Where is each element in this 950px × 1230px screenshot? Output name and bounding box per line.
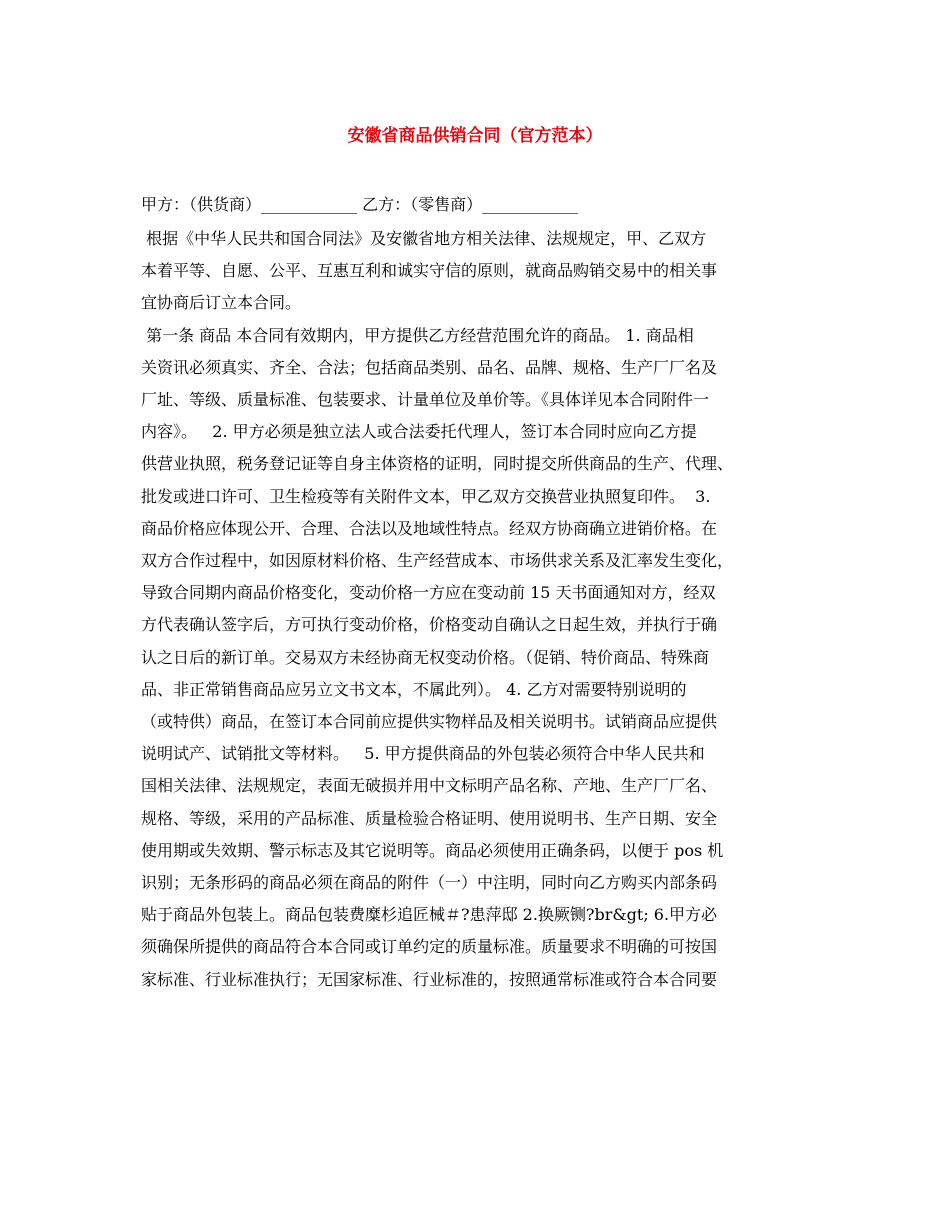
body-line: 根据《中华人民共和国合同法》及安徽省地方相关法律、法规规定，甲、乙双方 [141,229,707,248]
body-line: 厂址、等级、质量标准、包装要求、计量单位及单价等。《具体详见本合同附件一 [141,390,710,409]
body-line: 国相关法律、法规规定，表面无破损并用中文标明产品名称、产地、生产厂厂名、 [141,776,718,795]
body-line: 识别；无条形码的商品必须在商品的附件（一）中注明，同时向乙方购买内部条码 [141,873,718,892]
body-line: 贴于商品外包装上。商品包装费糜杉追匠械＃?患萍邸 2.换厥铡?br&gt; 6.甲方必 [141,905,718,924]
body-line: 方代表确认签字后，方可执行变动价格，价格变动自确认之日起生效，并执行于确 [141,615,718,634]
body-line: （或特供）商品，在签订本合同前应提供实物样品及相关说明书。试销商品应提供 [141,712,718,731]
body-line: 说明试产、试销批文等材料。 5. 甲方提供商品的外包装必须符合中华人民共和 [141,744,705,763]
document-title: 安徽省商品供销合同（官方范本） [347,126,603,146]
body-line: 双方合作过程中，如因原材料价格、生产经营成本、市场供求关系及汇率发生变化， [141,551,734,570]
body-line: 批发或进口许可、卫生检疫等有关附件文本，甲乙双方交换营业执照复印件。 3. [141,487,711,506]
body-line: 宜协商后订立本合同。 [141,293,302,312]
body-line: 第一条 商品 本合同有效期内，甲方提供乙方经营范围允许的商品。 1. 商品相 [141,326,694,345]
body-line: 须确保所提供的商品符合本合同或订单约定的质量标准。质量要求不明确的可按国 [141,937,718,956]
body-line: 家标准、行业标准执行；无国家标准、行业标准的，按照通常标准或符合本合同要 [141,970,718,989]
body-line: 导致合同期内商品价格变化，变动价格一方应在变动前 15 天书面通知对方，经双 [141,583,716,602]
body-line: 本着平等、自愿、公平、互惠互利和诚实守信的原则，就商品购销交易中的相关事 [141,261,718,280]
body-line: 品、非正常销售商品应另立文书文本，不属此列）。 4. 乙方对需要特别说明的 [141,680,687,699]
body-line: 规格、等级，采用的产品标准、质量检验合格证明、使用说明书、生产日期、安全 [141,809,718,828]
body-line: 供营业执照，税务登记证等自身主体资格的证明，同时提交所供商品的生产、代理、 [141,454,734,473]
body-line: 认之日后的新订单。交易双方未经协商无权变动价格。（促销、特价商品、特殊商 [141,648,710,667]
parties-line: 甲方：（供货商）____________ 乙方：（零售商）____________ [141,195,579,214]
body-line: 关资讯必须真实、齐全、合法；包括商品类别、品名、品牌、规格、生产厂厂名及 [141,358,718,377]
body-line: 商品价格应体现公开、合理、合法以及地域性特点。经双方协商确立进销价格。在 [141,519,718,538]
body-line: 内容》。 2. 甲方必须是独立法人或合法委托代理人，签订本合同时应向乙方提 [141,422,697,441]
body-line: 使用期或失效期、警示标志及其它说明等。商品必须使用正确条码，以便于 pos 机 [141,841,724,860]
